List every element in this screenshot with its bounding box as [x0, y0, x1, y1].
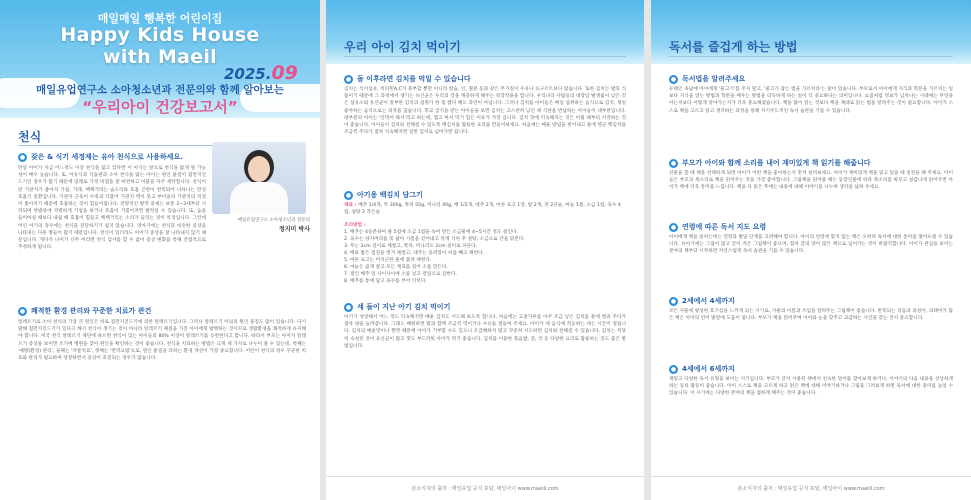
- list-item: 4. 배와 밤은 껍질을 벗겨 채썰고, 대추는 돌려깎아 씨를 빼고 채썬다.: [344, 251, 485, 256]
- newsletter-title-line2: with Maeil: [103, 46, 217, 68]
- list-item: 2. 육수는 양지머리를 푹 삶아 기름을 걷어내고 차게 식힌 후 설탕, 소금으로 간을 맞춘다.: [344, 237, 525, 242]
- footer: 본소식지의 출처 : 매일유업 공식 포털, 매일아이 www.maeili.com: [326, 476, 644, 500]
- circle-bullet-icon: ●: [670, 365, 677, 373]
- section-divider: [669, 56, 953, 57]
- page-1: [0, 0, 320, 500]
- circle-bullet-icon: ●: [345, 303, 352, 311]
- doctor-photo: [212, 142, 306, 214]
- circle-bullet-icon: ●: [670, 159, 677, 167]
- paragraph-1: 만일 아이가 지금 어느정도 이상 천식을 앓고 있다면 이 아기는 앞으로 천식을 앓게 될 가능성이 매우 높습니다. 또, 이유식과 식습관과 소아 천식을 앓는 아이는 원인 물질이 집먼지진드기인 경우가 많기 때문에 일례로 가정 비염을 잘 마련하고 이불을 자주 세탁합니다. 천식이란 기관지가 좁아져 기침, 가래, 쌕쌕거리는 숨소리와 호흡 곤란이 반복되어 나타나는 만성 호흡기 질환입니다. 기관지 근육이 수축과 더불어 기관지 벽이 붓고 부어올라 기관지의 직경이 좁아지기 때문에 호흡하는 것이 힘들어집니다. 전형적인 발작 증세는 보통 2~3세부터 시작되며 한밤중에 격렬하게 기침을 하거나 호흡이 거칠어지면 발작일 수 있습니다. 또, 숨을 들이마실 때보다 내쉴 때 호흡이 힘들고 쌕쌕거리는 소리가 들리는 것이 특징입니다. 그런데 어린 아기의 경우에는 천식을 진단하기가 쉽지 않습니다. 영아기에는 천식과 비슷한 증상을 나타내는 다른 병들이 많기 때문입니다. 천식이 있더라도 아이가 증상을 잘 나타내지 않기 때문입니다. 게다가 나이가 너무 어리면 천식 검사를 할 수 없어 증상 변화를 통해 간접적으로 추정하게 됩니다.: [18, 166, 206, 251]
- circle-bullet-icon: ●: [19, 307, 26, 315]
- list-item: 1. 배추는 4등분하여 물 5컵에 소금 1컵을 녹여 만든 소금물에 4~5시간 정도 절인다.: [344, 230, 518, 235]
- recipe-steps: 조리방법 : 1. 배추는 4등분하여 물 5컵에 소금 1컵을 녹여 만든 소금물에 4~5시간 정도 절인다. 2. 육수는 양지머리를 푹 삶아 기름을 걷어내고 차게 식힌 후 설탕, 소금으로 간을 맞춘다. 3. 무는 2cm 길이로 채썰고, 쪽파, 미나리도 2cm 길이로 자른다. 4. 배와 밤은 껍질을 벗겨 채썰고, 대추는 돌려깎아 씨를 빼고 채썬다. 5. 마른 표고는 미지근한 물에 불려 채썬다. 6. 마늘은 곱게 갈고 모든 재료를 섞어 소를 만든다. 7. 절인 배추 잎 사이사이에 소를 넣고 겉잎으로 감싼다. 8. 배추를 통에 담고 육수를 부어 익힌다.: [344, 222, 624, 285]
- doctor-name: 정지미 박사: [278, 226, 310, 233]
- paragraph-5: 재밌고 다양한 독서 유형을 보이는 시기입니다. 부모가 글자 사용된 책에서 친숙한 단어를 찾아보게 하거나, 이야기의 다음 내용을 상상하게 하는 등의 활동이 좋습니다. 아이 스스로 책을 고르게 하고 읽은 책에 대해 이야기하거나 그림을 그려보게 하면 독서에 대한 흥미를 높일 수 있습니다. 이 시기에는 다양한 분야의 책을 접하게 해주는 것이 좋습니다.: [669, 377, 953, 397]
- page-2: [326, 0, 644, 500]
- paragraph-2: 알레르기로 소아 천식의 가장 큰 원인은 바로 집먼지진드기에 의한 알레르기입니다. 그러나 알레르기 이외의 원인 물질도 많이 있습니다. 다시 말해 집먼지진드기가 있다고 해서 천식이 생기는 것이 아니라 알레르기 체질을 가진 아이에게 발병하는 것이므로 생활환경을 쾌적하게 유지해야 합니다. 미국 천식 알레르기 재단에 따르면 천식이 있는 아이들의 80% 이상이 알레르기를 동반한다고 합니다. 따라서 부모는 아이가 알레르기 증상을 보이면 조기에 병원을 찾아 원인을 확인하는 것이 좋습니다. 천식을 치료하는 방법은 크게 세 가지로 나누어 볼 수 있는데, 첫째는 '예방(환경) 관리', 둘째는 '약물치료', 셋째는 '면역요법'으로, 원인 물질을 피하는 환경 개선이 가장 중요합니다. 어린이 천식의 경우 꾸준한 치료와 관리가 필요하며 성장하면서 증상이 호전되는 경우가 많습니다.: [18, 320, 306, 362]
- subheading-4: ● 2세에서 4세까지: [670, 297, 735, 305]
- circle-bullet-icon: ●: [345, 75, 352, 83]
- paragraph-2: 선물을 할 때 책을 선택하게 되면 아이가 어떤 책을 좋아하는지 먼저 살펴보세요. 아이가 재미있게 책을 읽고 있을 때 칭찬을 해 주세요. 아이들은 부모의 목소리로 책을 읽어주는 것을 가장 좋아합니다. 그림책을 읽어줄 때는 등장인물에 따라 목소리를 바꾸고 실감나게 읽어주면 아이가 책에 더욱 흥미를 느낍니다. 책을 다 읽은 후에는 내용에 대해 이야기를 나누며 생각을 넓혀 주세요.: [669, 171, 953, 191]
- paragraph-1: 유태인 속담에 아이에게 '물고기'를 주지 말고, '물고기 잡는 법을 가르쳐라'는 말이 있습니다. 부모로서 아이에게 지식과 학문을 가르치는 일보다 지식을 얻는 방법과 학문을 배우는 방법을 터득하게 하는 일이 더 중요하다는 의미입니다. 요즘처럼 정보가 넘쳐나는 시대에는 무엇을 아는지보다 어떻게 알아가는지가 더욱 중요해졌습니다. 책을 많이 읽는 것보다 책을 제대로 읽는 법을 알려주는 것이 필요합니다. 아이가 스스로 책을 고르고 읽고 생각하는 과정을 통해 자기주도적인 독서 습관을 기를 수 있습니다.: [669, 87, 953, 114]
- paragraph-3: 아기가 성장해서 어느 정도 익숙해지면 매운 김치도 시도해 보도록 합니다. 처음에는 고춧가루를 아주 조금 넣은 김치를 물에 헹궈 주다가 점차 양을 늘려갑니다. 그래도 매워하면 밥과 함께 조금씩 먹이거나 우유를 곁들여 주세요. 아이가 새 음식에 적응하는 데는 시간이 걸립니다. 김치의 매운맛이나 짠맛 때문에 아이가 거부할 수도 있으니 조급해하지 말고 꾸준히 시도하면 김치와 친해질 수 있습니다. 김치는 적당히 숙성된 것이 유산균이 많고 맛도 부드러워 아이가 먹기 좋습니다. 김치를 이용한 볶음밥, 전, 국 등 다양한 요리로 활용하는 것도 좋은 방법입니다.: [344, 315, 626, 349]
- subheading-1: ● 돌 이후라면 김치를 먹일 수 있습니다: [345, 75, 471, 83]
- circle-bullet-icon: ●: [670, 297, 677, 305]
- paragraph-4: 모든 사물에 왕성한 호기심을 느끼게 되는 시기로, 사물의 이름과 쓰임을 알려주는 그림책이 좋습니다. 반복되는 리듬과 의성어, 의태어가 많은 책은 아이의 언어 발달에 도움이 됩니다. 부모가 책을 읽어주며 아이와 눈을 맞추고 교감하는 시간을 갖는 것이 중요합니다.: [669, 309, 953, 322]
- list-item: 3. 무는 2cm 길이로 채썰고, 쪽파, 미나리도 2cm 길이로 자른다.: [344, 244, 478, 249]
- subheading-2: ● 부모가 아이와 함께 소리를 내어 재미있게 책 읽기를 해줍니다: [670, 159, 871, 167]
- headline: “우리아이 건강보고서”: [82, 98, 238, 116]
- list-item: 5. 마른 표고는 미지근한 물에 불려 채썬다.: [344, 258, 432, 263]
- newsletter-subtitle: 매일매일 행복한 어린이집: [97, 12, 223, 25]
- subheading-1: ● 독서법을 알려주세요: [670, 75, 746, 83]
- circle-bullet-icon: ●: [345, 191, 352, 199]
- section-divider: [344, 56, 626, 57]
- subheading-1: ● 잦은 & 식기 세정제는 유아 천식으로 사용하세요.: [19, 153, 183, 161]
- circle-bullet-icon: ●: [19, 153, 26, 161]
- footer: 본소식지의 출처 : 매일유업 공식 포털, 매일아이 www.maeili.com: [651, 476, 971, 500]
- page-divider: [644, 0, 651, 500]
- list-item: 8. 배추를 통에 담고 육수를 부어 익힌다.: [344, 279, 427, 284]
- issue-date: 2025.09: [224, 62, 298, 84]
- subheading-3: ● 세 돌이 지난 아기 김치 먹이기: [345, 303, 451, 311]
- paragraph-1: 김치는 식이섬유, 비타민A,C가 풍부할 뿐만 아니라 칼슘, 인, 철분 등과 같은 무기질이 우유나 요구르트보다 많습니다. 또한 김치는 발효 식품이기 때문에 그 과정에서 생기는 유산균은 우리의 장을 깨끗하게 해주는 정장작용을 합니다. 우리나라 사람들의 대장암 발생률이 낮은 것은 섬유소와 유산균이 풍부한 김치의 섭취가 한 몫 했다 해도 과언이 아닙니다. 그러나 김치를 아이들은 매일 섭취하는 음식으로 김치, 제일 좋아하는 음식으로는 피자를 꼽습니다. 학교 급식을 받는 아이들을 보면 김치는 고스란히 남긴 채 식판을 반납하는 아이들이 대부분입니다. 대부분의 아이는 '안먹어 봐서'라고 하는데, 맵고 짜서 먹기 힘든 이유가 가장 큽니다. 김치 맛에 익숙해지는 것은 어릴 때부터 시작하는 것이 좋습니다. 아이들이 김치와 친해질 수 있도록 백김치를 활용한 요리를 만들어보세요. 처음에는 매운 양념을 씻어내고 물에 헹군 백김치를 조금씩 주다가 점차 익숙해지면 일반 김치로 넘어가면 됩니다.: [344, 87, 626, 136]
- section-title: 우리 아이 김치 먹이기: [344, 40, 461, 54]
- paragraph-3: 아이에게 책을 읽히는데는 연령과 발달 단계를 고려해야 합니다. 아이의 연령에 맞지 않는 책은 오히려 독서에 대한 흥미를 떨어뜨릴 수 있습니다. 유아기에는 그림이 많고 글이 적은 그림책이 좋으며, 점차 글의 양이 많은 책으로 넘어가는 것이 바람직합니다. 아이가 관심을 보이는 분야의 책부터 시작하면 자연스럽게 독서 습관을 기를 수 있습니다.: [669, 235, 953, 255]
- subheading-2: ● 쾌적한 환경 관리와 꾸준한 치료가 관건: [19, 307, 152, 315]
- section-title: 천식: [18, 130, 42, 144]
- subheading-3: ● 연령에 따른 독서 지도 요령: [670, 223, 767, 231]
- section-title: 독서를 즐겁게 하는 방법: [669, 40, 798, 54]
- ingredients: 재료 : 배추 1/4개, 무 300g, 쪽파 50g, 미나리 40g, 배 1/2개, 대추 2개, 마른 표고 1장, 밤 2개, 잣 2큰술, 마늘 1톨, 소금 1컵, 육수 4컵, 설탕 2 작은술: [344, 203, 621, 215]
- circle-bullet-icon: ●: [670, 75, 677, 83]
- newsletter-title-line1: Happy Kids House: [60, 24, 260, 46]
- doctor-caption: 매일유업연구소 소아청소년과 전문의: [237, 218, 310, 223]
- subheading-5: ● 4세에서 6세까지: [670, 365, 735, 373]
- circle-bullet-icon: ●: [670, 223, 677, 231]
- list-item: 7. 절인 배추 잎 사이사이에 소를 넣고 겉잎으로 감싼다.: [344, 272, 457, 277]
- page-3: [651, 0, 971, 500]
- tagline: 매일유업연구소 소아청소년과 전문의와 함께 알아보는: [36, 84, 284, 96]
- list-item: 6. 마늘은 곱게 갈고 모든 재료를 섞어 소를 만든다.: [344, 265, 448, 270]
- subheading-2: ● 아기용 백김치 담그기: [345, 191, 423, 199]
